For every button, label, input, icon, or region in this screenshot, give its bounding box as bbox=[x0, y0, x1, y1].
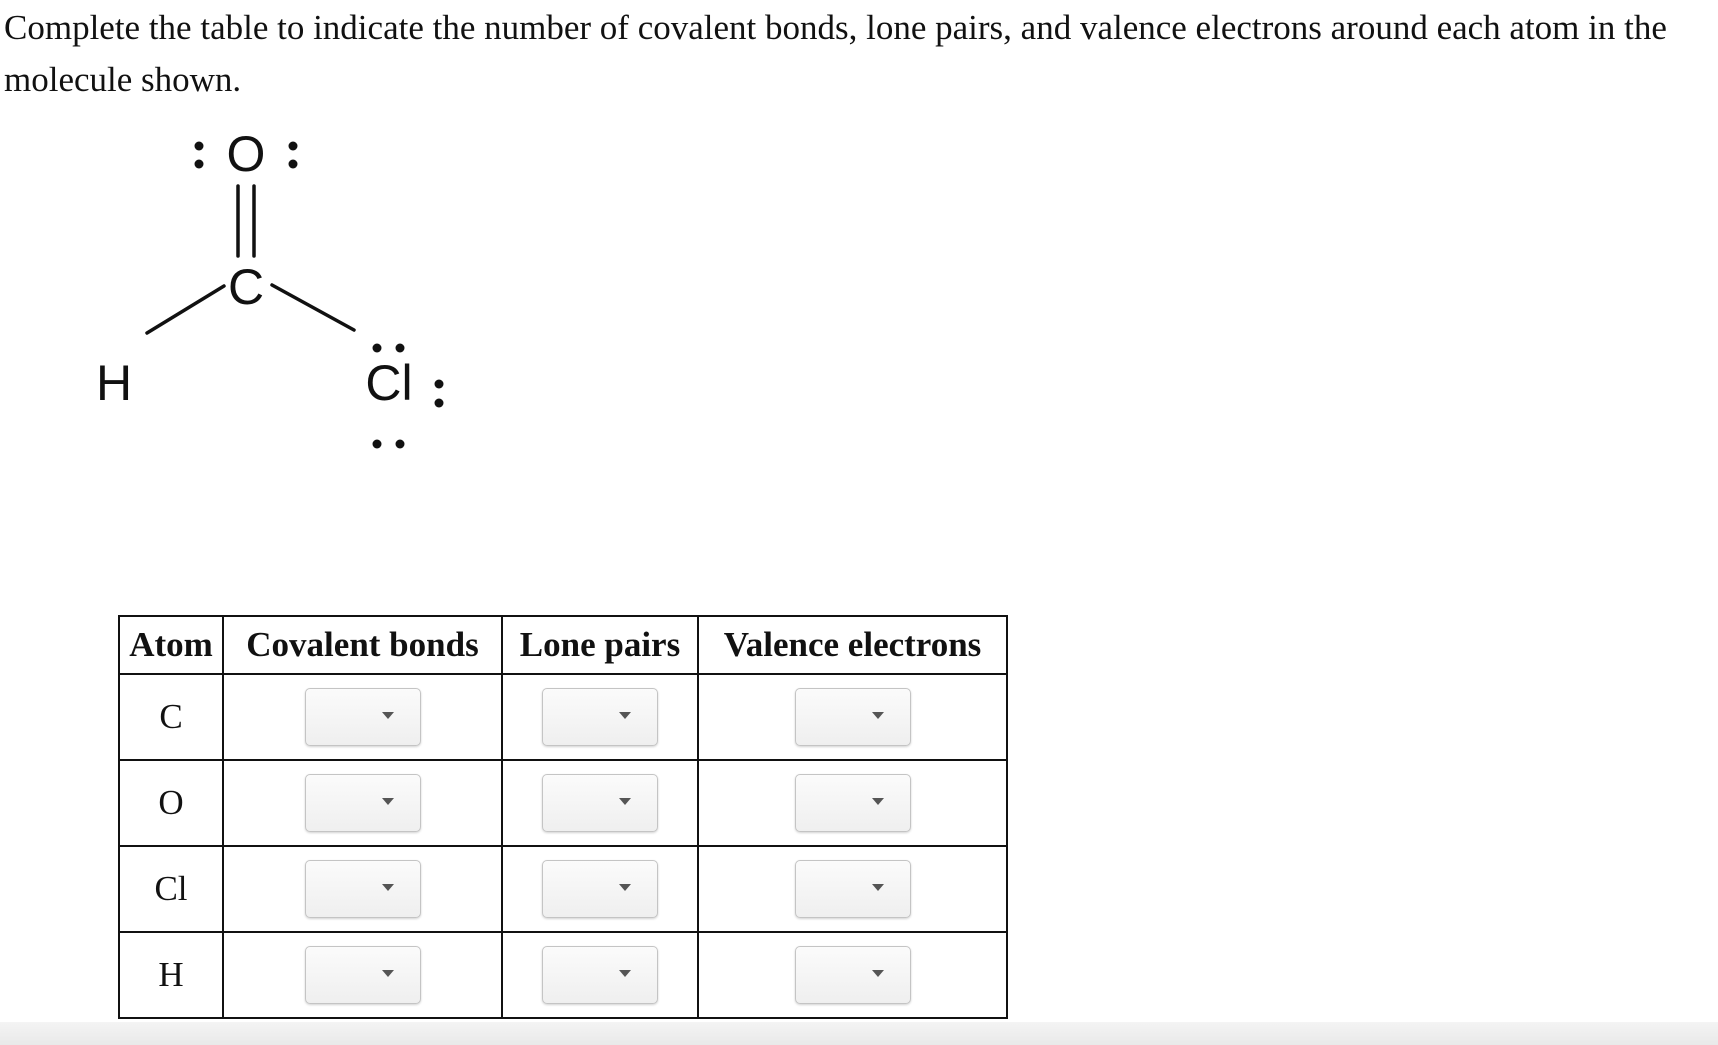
table-row-h bbox=[119, 932, 1007, 1018]
covalent-bonds-cell bbox=[223, 674, 502, 760]
chevron-down-icon bbox=[872, 884, 884, 891]
lone-pairs-cell bbox=[502, 674, 698, 760]
answer-table bbox=[118, 615, 1008, 1019]
atom-cell: Cl bbox=[119, 846, 223, 932]
valence-electrons-dropdown-cl[interactable] bbox=[795, 860, 911, 918]
covalent-bonds-cell bbox=[223, 846, 502, 932]
chevron-down-icon bbox=[872, 970, 884, 977]
valence-electrons-dropdown-o[interactable] bbox=[795, 774, 911, 832]
chevron-down-icon bbox=[382, 712, 394, 719]
atom-label-o: O bbox=[226, 126, 266, 182]
covalent-bonds-cell bbox=[223, 932, 502, 1018]
chevron-down-icon bbox=[619, 970, 631, 977]
single-bond-c-h bbox=[147, 286, 224, 333]
covalent-bonds-dropdown-cl[interactable] bbox=[305, 860, 421, 918]
covalent-bonds-dropdown-c[interactable] bbox=[305, 688, 421, 746]
atom-cell: H bbox=[119, 932, 223, 1018]
table-header-row bbox=[119, 616, 1007, 674]
chevron-down-icon bbox=[619, 712, 631, 719]
atom-cell: O bbox=[119, 760, 223, 846]
table-row-c bbox=[119, 674, 1007, 760]
lone-pairs-dropdown-c[interactable] bbox=[542, 688, 658, 746]
atom-label-h: H bbox=[95, 355, 133, 411]
lewis-structure-diagram bbox=[0, 120, 560, 500]
lone-pairs-cell bbox=[502, 932, 698, 1018]
valence-electrons-cell bbox=[698, 760, 1007, 846]
lone-pairs-dropdown-cl[interactable] bbox=[542, 860, 658, 918]
chevron-down-icon bbox=[382, 798, 394, 805]
table-row-cl bbox=[119, 846, 1007, 932]
valence-electrons-dropdown-h[interactable] bbox=[795, 946, 911, 1004]
question-text: Complete the table to indicate the number of covalent bonds, lone pairs, and valence electrons around each atom in the molecule shown. bbox=[4, 8, 1667, 99]
single-bond-c-cl bbox=[272, 285, 354, 330]
double-bond-c-o bbox=[238, 186, 254, 256]
covalent-bonds-cell bbox=[223, 760, 502, 846]
covalent-bonds-dropdown-o[interactable] bbox=[305, 774, 421, 832]
lone-pairs-dropdown-o[interactable] bbox=[542, 774, 658, 832]
atom-label-c: C bbox=[227, 259, 265, 315]
lone-pairs-dropdown-h[interactable] bbox=[542, 946, 658, 1004]
header-valence-electrons: Valence electrons bbox=[698, 616, 1007, 674]
header-covalent-bonds: Covalent bonds bbox=[223, 616, 502, 674]
chevron-down-icon bbox=[872, 798, 884, 805]
lone-pairs-cell bbox=[502, 846, 698, 932]
lone-pairs-cell bbox=[502, 760, 698, 846]
chevron-down-icon bbox=[619, 798, 631, 805]
valence-electrons-dropdown-c[interactable] bbox=[795, 688, 911, 746]
atom-cell: C bbox=[119, 674, 223, 760]
valence-electrons-cell bbox=[698, 846, 1007, 932]
chevron-down-icon bbox=[382, 970, 394, 977]
table-row-o bbox=[119, 760, 1007, 846]
atom-label-cl: Cl bbox=[365, 355, 413, 411]
covalent-bonds-dropdown-h[interactable] bbox=[305, 946, 421, 1004]
valence-electrons-cell bbox=[698, 932, 1007, 1018]
valence-electrons-cell bbox=[698, 674, 1007, 760]
chevron-down-icon bbox=[382, 884, 394, 891]
chevron-down-icon bbox=[619, 884, 631, 891]
chevron-down-icon bbox=[872, 712, 884, 719]
header-lone-pairs: Lone pairs bbox=[502, 616, 698, 674]
header-atom: Atom bbox=[119, 616, 223, 674]
page-bottom-edge bbox=[0, 1022, 1718, 1045]
